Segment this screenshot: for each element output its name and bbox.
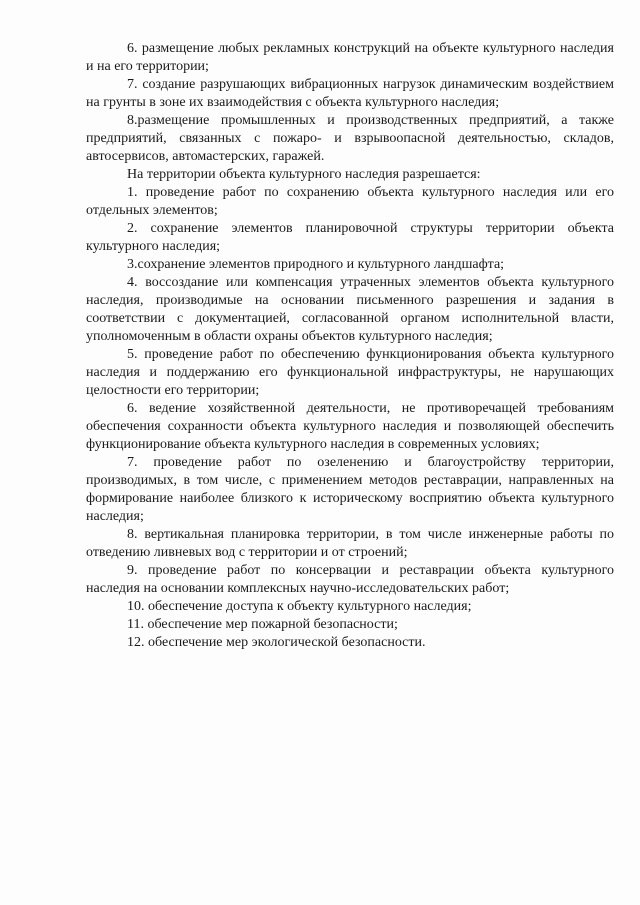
paragraph-permitted-11: 11. обеспечение мер пожарной безопасности; bbox=[127, 617, 398, 632]
paragraph-permitted-heading: На территории объекта культурного наследия разрешается: bbox=[127, 167, 481, 182]
paragraph-permitted-2: 2. сохранение элементов планировочной структуры территории объекта культурного наследия; bbox=[86, 221, 614, 254]
paragraph-permitted-8: 8. вертикальная планировка территории, в том числе инженерные работы по отведению ливневых вод с территории и от строений; bbox=[86, 527, 614, 560]
paragraph-item-7-vibration: 7. создание разрушающих вибрационных нагрузок динамическим воздействием на грунты в зоне их взаимодействия с объекта культурного наследия; bbox=[86, 77, 614, 110]
paragraph-permitted-3: 3.сохранение элементов природного и культурного ландшафта; bbox=[127, 257, 505, 272]
paragraph-permitted-5: 5. проведение работ по обеспечению функционирования объекта культурного наследия и поддержанию его функциональной инфраструктуры, не нарушающих целостности его территории; bbox=[86, 347, 614, 398]
paragraph-permitted-10: 10. обеспечение доступа к объекту культурного наследия; bbox=[127, 599, 472, 614]
paragraph-permitted-12: 12. обеспечение мер экологической безопасности. bbox=[127, 635, 426, 650]
paragraph-item-6-advertising: 6. размещение любых рекламных конструкций на объекте культурного наследия и на его территории; bbox=[86, 41, 614, 74]
paragraph-permitted-4: 4. воссоздание или компенсация утраченных элементов объекта культурного наследия, производимые на основании письменного разрешения и задания в соответствии с документацией, согласованной органом исполнительной власти, уполномоченным в области охраны объектов культурного наследия; bbox=[86, 275, 614, 344]
paragraph-item-8-industrial: 8.размещение промышленных и производственных предприятий, а также предприятий, связанных с пожаро- и взрывоопасной деятельностью, складов, автосервисов, автомастерских, гаражей. bbox=[86, 113, 614, 164]
document-body bbox=[86, 40, 614, 652]
paragraph-permitted-9: 9. проведение работ по консервации и реставрации объекта культурного наследия на основании комплексных научно-исследовательских работ; bbox=[86, 563, 614, 596]
paragraph-permitted-6: 6. ведение хозяйственной деятельности, не противоречащей требованиям обеспечения сохранности объекта культурного наследия и позволяющей обеспечить функционирование объекта культурного наследия в современных условиях; bbox=[86, 401, 614, 452]
paragraph-permitted-7: 7. проведение работ по озеленению и благоустройству территории, производимых, в том числе, с применением методов реставрации, направленных на формирование наиболее близкого к историческому восприятию объекта культурного наследия; bbox=[86, 455, 614, 524]
paragraph-permitted-1: 1. проведение работ по сохранению объекта культурного наследия или его отдельных элементов; bbox=[86, 185, 614, 218]
